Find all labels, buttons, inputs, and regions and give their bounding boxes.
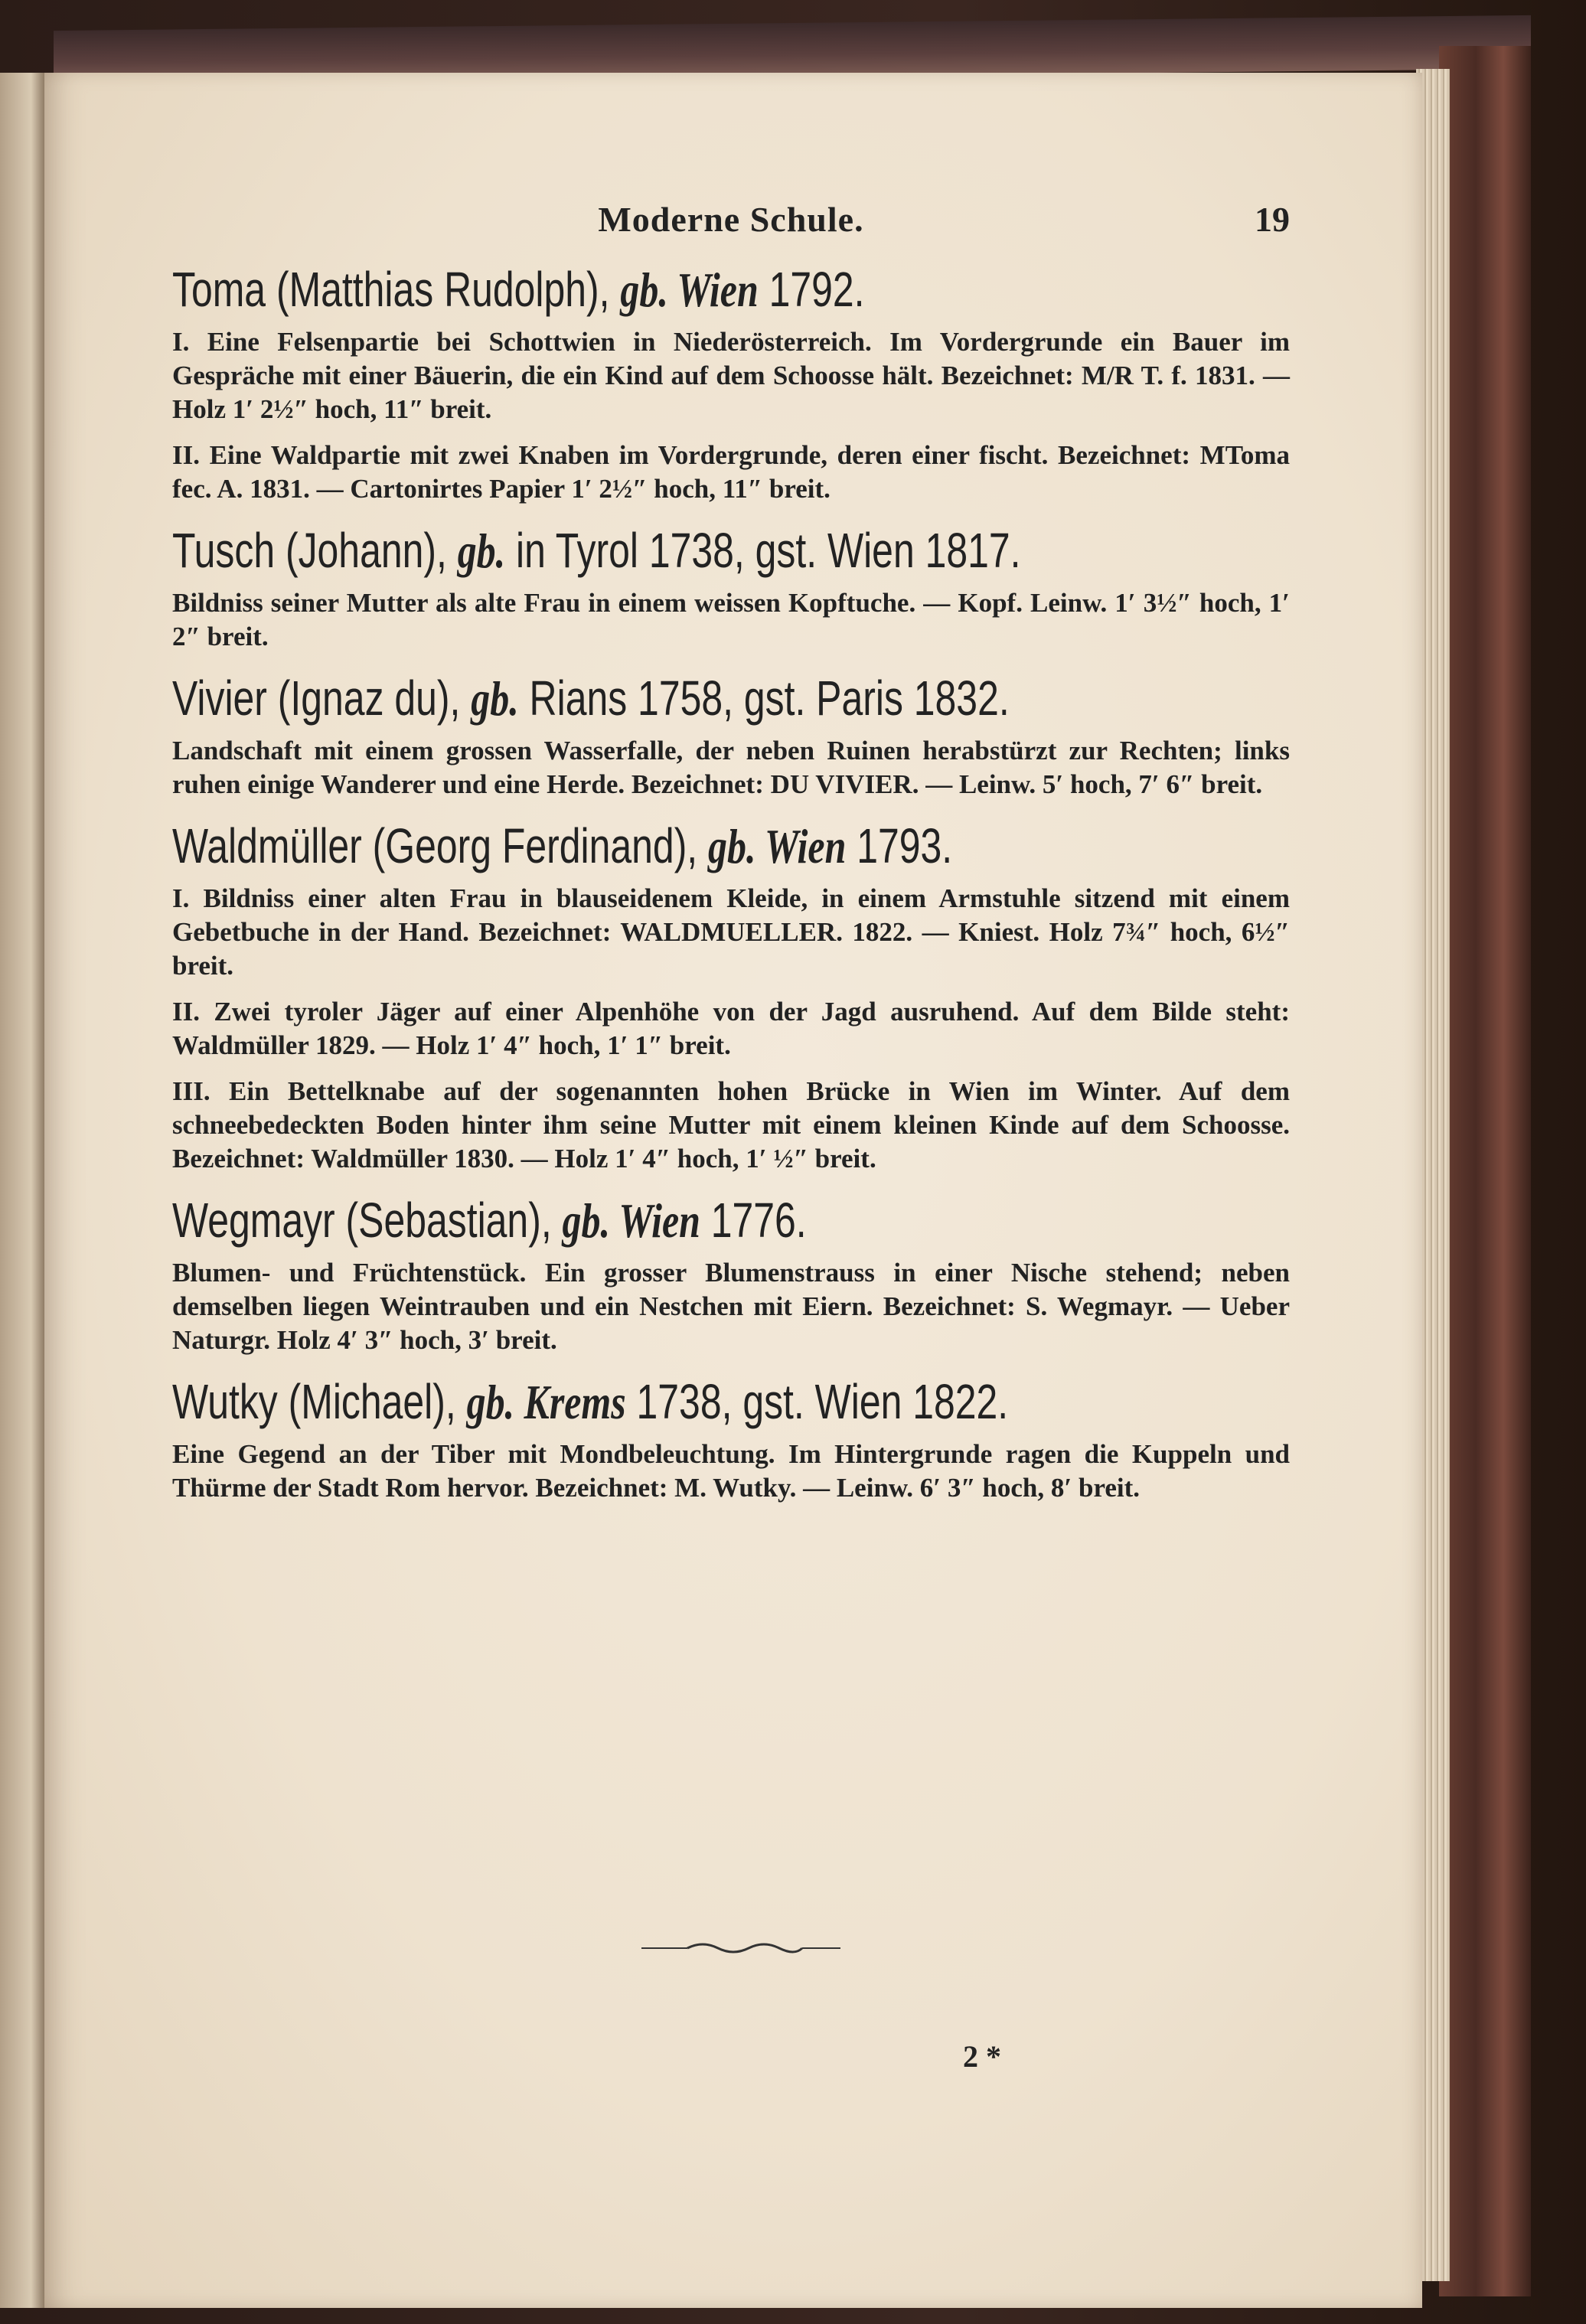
facing-page-edge [0, 73, 44, 2308]
catalog-entry [172, 257, 1290, 506]
catalog-entry [172, 1369, 1290, 1505]
artist-heading: Wegmayr (Sebastian), gb. Wien 1776. [172, 1193, 807, 1248]
artwork-description: Bildniss seiner Mutter als alte Frau in einem weissen Kopftuche. — Kopf. Leinw. 1′ 3½″ hoch, 1′ 2″ breit. [172, 588, 1290, 651]
catalog-entry [172, 666, 1290, 801]
catalog-entry [172, 518, 1290, 654]
artwork-description: I. Eine Felsenpartie bei Schottwien in Niederösterreich. Im Vordergrunde ein Bauer im Gespräche mit einer Bäuerin, die ein Kind auf dem Schoosse hält. Bezeichnet: M/R T. f. 1831. — Holz 1′ 2½″ hoch, 11″ breit. [172, 327, 1290, 424]
page-sheet [44, 73, 1422, 2308]
artwork-description: II. Zwei tyroler Jäger auf einer Alpenhöhe von der Jagd ausruhend. Auf dem Bilde steht: Waldmüller 1829. — Holz 1′ 4″ hoch, 1′ 1″ breit. [172, 997, 1290, 1060]
artwork-description: Landschaft mit einem grossen Wasserfalle, der neben Ruinen herabstürzt zur Rechten; links ruhen einige Wanderer und eine Herde. Bezeichnet: DU VIVIER. — Leinw. 5′ hoch, 7′ 6″ breit. [172, 736, 1290, 799]
catalog-entry [172, 1188, 1290, 1357]
running-head [172, 199, 1290, 253]
artist-heading: Waldmüller (Georg Ferdinand), gb. Wien 1793. [172, 818, 953, 873]
page-number: 19 [1255, 200, 1290, 239]
artwork-description: II. Eine Waldpartie mit zwei Knaben im Vordergrunde, deren einer fischt. Bezeichnet: MToma fec. A. 1831. — Cartonirtes Papier 1′ 2½″ hoch, 11″ breit. [172, 440, 1290, 504]
artwork-description: Eine Gegend an der Tiber mit Mondbeleuchtung. Im Hintergrunde ragen die Kuppeln und Thürme der Stadt Rom hervor. Bezeichnet: M. Wutky. — Leinw. 6′ 3″ hoch, 8′ breit. [172, 1439, 1290, 1503]
artist-heading: Vivier (Ignaz du), gb. Rians 1758, gst. Paris 1832. [172, 671, 1010, 726]
artwork-description: Blumen- und Früchtenstück. Ein grosser Blumenstrauss in einer Nische stehend; neben demselben liegen Weintrauben und ein Nestchen mit Eiern. Bezeichnet: S. Wegmayr. — Ueber Naturgr. Holz 4′ 3″ hoch, 3′ breit. [172, 1258, 1290, 1355]
artist-heading: Tusch (Johann), gb. in Tyrol 1738, gst. Wien 1817. [172, 523, 1021, 578]
book-cover-right-edge [1439, 46, 1531, 2296]
artist-heading: Wutky (Michael), gb. Krems 1738, gst. Wien 1822. [172, 1374, 1009, 1429]
catalog-entry [172, 814, 1290, 1176]
page-content [172, 199, 1290, 1517]
running-head-title: Moderne Schule. [598, 200, 864, 239]
end-ornament [641, 1939, 840, 1957]
artist-heading: Toma (Matthias Rudolph), gb. Wien 1792. [172, 262, 865, 317]
printer-signature-mark: 2 * [963, 2039, 1001, 2074]
artwork-description: I. Bildniss einer alten Frau in blauseidenem Kleide, in einem Armstuhle sitzend mit einem Gebetbuche in der Hand. Bezeichnet: WALDMUELLER. 1822. — Kniest. Holz 7¾″ hoch, 6½″ breit. [172, 883, 1290, 981]
artwork-description: III. Ein Bettelknabe auf der sogenannten hohen Brücke in Wien im Winter. Auf dem schneebedeckten Boden hinter ihm seine Mutter mit einem kleinen Kinde auf dem Schoosse. Bezeichnet: Waldmüller 1830. — Holz 1′ 4″ hoch, 1′ ½″ breit. [172, 1076, 1290, 1173]
